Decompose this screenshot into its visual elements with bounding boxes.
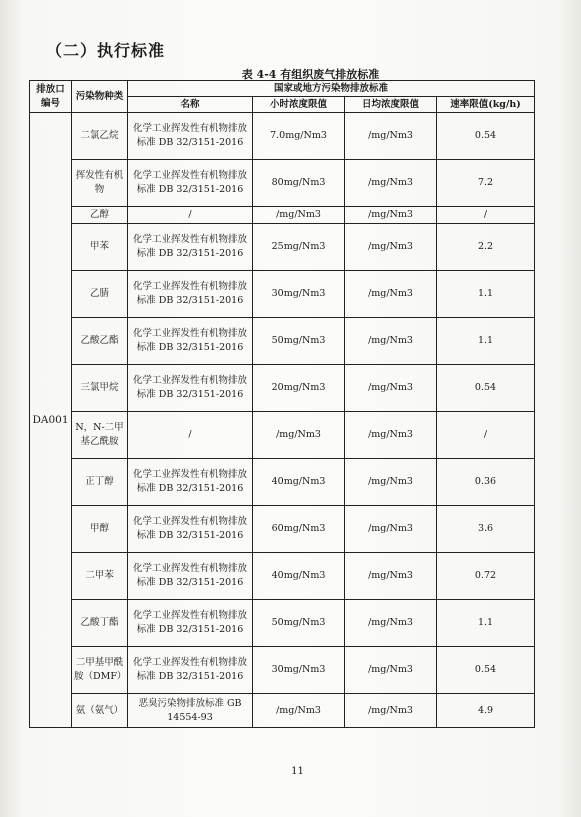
table-row <box>30 271 535 318</box>
rate-limit-cell: 1.1 <box>437 271 535 318</box>
table-caption: 表 4-4 有组织废气排放标准 <box>241 68 380 81</box>
hourly-limit-cell: /mg/Nm3 <box>253 412 345 459</box>
pollutant-cell: N，N-二甲基乙酰胺 <box>72 412 128 459</box>
daily-limit-cell: /mg/Nm3 <box>345 694 437 728</box>
table-row <box>30 694 535 728</box>
standard-name-cell: 化学工业挥发性有机物排放标准 DB 32/3151-2016 <box>128 113 253 160</box>
rate-limit-cell: 0.54 <box>437 113 535 160</box>
standard-name-cell: 化学工业挥发性有机物排放标准 DB 32/3151-2016 <box>128 224 253 271</box>
pollutant-cell: 乙酸乙酯 <box>72 318 128 365</box>
pollutant-cell: 二氯乙烷 <box>72 113 128 160</box>
pollutant-cell: 甲醇 <box>72 506 128 553</box>
table-row <box>30 224 535 271</box>
rate-limit-cell: 1.1 <box>437 600 535 647</box>
standard-name-cell: / <box>128 412 253 459</box>
standard-name-cell: 化学工业挥发性有机物排放标准 DB 32/3151-2016 <box>128 318 253 365</box>
table-row <box>30 113 535 160</box>
rate-limit-cell: 0.36 <box>437 459 535 506</box>
standard-name-cell: 化学工业挥发性有机物排放标准 DB 32/3151-2016 <box>128 365 253 412</box>
hourly-limit-cell: 30mg/Nm3 <box>253 647 345 694</box>
standard-name-cell: 化学工业挥发性有机物排放标准 DB 32/3151-2016 <box>128 459 253 506</box>
standard-name-cell: 化学工业挥发性有机物排放标准 DB 32/3151-2016 <box>128 600 253 647</box>
standard-name-cell: 化学工业挥发性有机物排放标准 DB 32/3151-2016 <box>128 553 253 600</box>
header-name: 名称 <box>128 97 253 113</box>
header-rate: 速率限值(kg/h) <box>437 97 535 113</box>
table-row <box>30 647 535 694</box>
daily-limit-cell: /mg/Nm3 <box>345 365 437 412</box>
hourly-limit-cell: /mg/Nm3 <box>253 207 345 224</box>
section-heading: （二）执行标准 <box>46 41 166 60</box>
table-row <box>30 207 535 224</box>
daily-limit-cell: /mg/Nm3 <box>345 160 437 207</box>
pollutant-cell: 乙腈 <box>72 271 128 318</box>
hourly-limit-cell: 7.0mg/Nm3 <box>253 113 345 160</box>
hourly-limit-cell: 60mg/Nm3 <box>253 506 345 553</box>
rate-limit-cell: 2.2 <box>437 224 535 271</box>
pollutant-cell: 三氯甲烷 <box>72 365 128 412</box>
daily-limit-cell: /mg/Nm3 <box>345 506 437 553</box>
table-row <box>30 365 535 412</box>
daily-limit-cell: /mg/Nm3 <box>345 318 437 365</box>
daily-limit-cell: /mg/Nm3 <box>345 553 437 600</box>
daily-limit-cell: /mg/Nm3 <box>345 271 437 318</box>
rate-limit-cell: 1.1 <box>437 318 535 365</box>
standard-name-cell: 化学工业挥发性有机物排放标准 DB 32/3151-2016 <box>128 160 253 207</box>
standard-name-cell: 恶臭污染物排放标准 GB 14554-93 <box>128 694 253 728</box>
standard-name-cell: 化学工业挥发性有机物排放标准 DB 32/3151-2016 <box>128 647 253 694</box>
rate-limit-cell: 4.9 <box>437 694 535 728</box>
outlet-id-cell: DA001 <box>30 113 72 728</box>
daily-limit-cell: /mg/Nm3 <box>345 647 437 694</box>
hourly-limit-cell: 30mg/Nm3 <box>253 271 345 318</box>
header-outlet: 排放口编号 <box>30 81 72 113</box>
table-row <box>30 459 535 506</box>
rate-limit-cell: 7.2 <box>437 160 535 207</box>
table-row <box>30 506 535 553</box>
hourly-limit-cell: /mg/Nm3 <box>253 694 345 728</box>
header-pollutant: 污染物种类 <box>72 81 128 113</box>
hourly-limit-cell: 50mg/Nm3 <box>253 600 345 647</box>
daily-limit-cell: /mg/Nm3 <box>345 459 437 506</box>
pollutant-cell: 甲苯 <box>72 224 128 271</box>
rate-limit-cell: 0.72 <box>437 553 535 600</box>
rate-limit-cell: 3.6 <box>437 506 535 553</box>
daily-limit-cell: /mg/Nm3 <box>345 600 437 647</box>
daily-limit-cell: /mg/Nm3 <box>345 113 437 160</box>
table-row <box>30 600 535 647</box>
hourly-limit-cell: 40mg/Nm3 <box>253 459 345 506</box>
pollutant-cell: 正丁醇 <box>72 459 128 506</box>
header-standard-group: 国家或地方污染物排放标准 <box>128 81 535 97</box>
daily-limit-cell: /mg/Nm3 <box>345 207 437 224</box>
pollutant-cell: 氨（氨气） <box>72 694 128 728</box>
table-row <box>30 412 535 459</box>
hourly-limit-cell: 50mg/Nm3 <box>253 318 345 365</box>
page-number: 11 <box>291 766 304 777</box>
daily-limit-cell: /mg/Nm3 <box>345 224 437 271</box>
pollutant-cell: 二甲苯 <box>72 553 128 600</box>
rate-limit-cell: 0.54 <box>437 365 535 412</box>
table-row <box>30 553 535 600</box>
hourly-limit-cell: 25mg/Nm3 <box>253 224 345 271</box>
hourly-limit-cell: 40mg/Nm3 <box>253 553 345 600</box>
pollutant-cell: 挥发性有机物 <box>72 160 128 207</box>
rate-limit-cell: / <box>437 207 535 224</box>
hourly-limit-cell: 20mg/Nm3 <box>253 365 345 412</box>
standard-name-cell: / <box>128 207 253 224</box>
standard-name-cell: 化学工业挥发性有机物排放标准 DB 32/3151-2016 <box>128 506 253 553</box>
rate-limit-cell: / <box>437 412 535 459</box>
rate-limit-cell: 0.54 <box>437 647 535 694</box>
daily-limit-cell: /mg/Nm3 <box>345 412 437 459</box>
pollutant-cell: 乙醇 <box>72 207 128 224</box>
pollutant-cell: 乙酸丁酯 <box>72 600 128 647</box>
table-row <box>30 318 535 365</box>
standard-name-cell: 化学工业挥发性有机物排放标准 DB 32/3151-2016 <box>128 271 253 318</box>
header-hourly: 小时浓度限值 <box>253 97 345 113</box>
pollutant-cell: 二甲基甲酰胺（DMF） <box>72 647 128 694</box>
table-row <box>30 160 535 207</box>
hourly-limit-cell: 80mg/Nm3 <box>253 160 345 207</box>
header-daily: 日均浓度限值 <box>345 97 437 113</box>
emission-standards-table <box>29 80 535 728</box>
